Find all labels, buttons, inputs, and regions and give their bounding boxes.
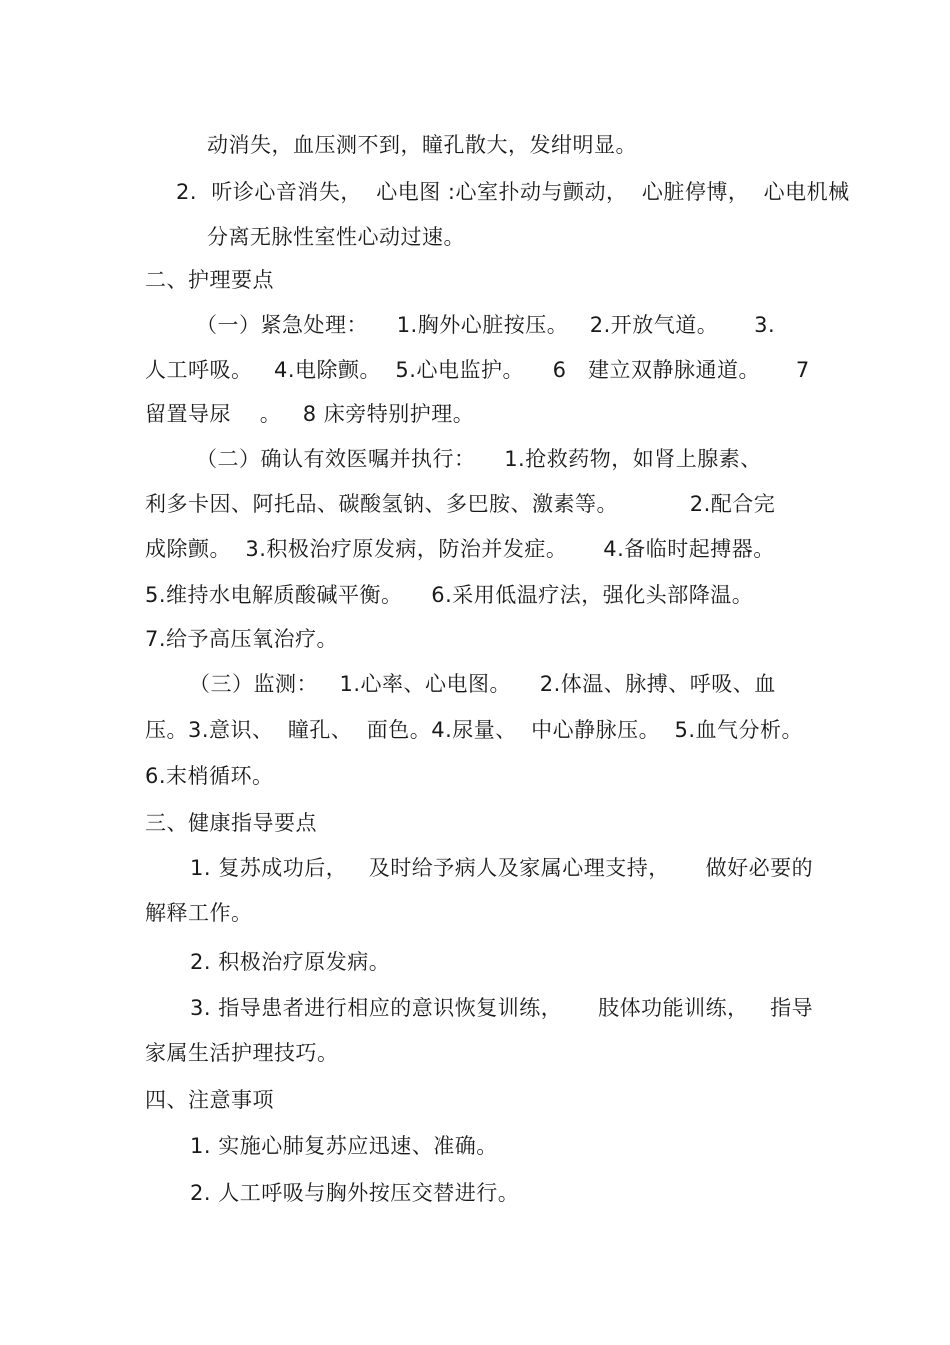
text-line: 分离无脉性室性心动过速。 xyxy=(207,225,465,249)
text-line: 3. 指导患者进行相应的意识恢复训练， 肢体功能训练， 指导 xyxy=(190,996,814,1020)
text-line: 1. 实施心肺复苏应迅速、准确。 xyxy=(190,1134,498,1158)
section-heading: 三、健康指导要点 xyxy=(145,811,317,835)
text-line: 动消失，血压测不到，瞳孔散大，发绀明显。 xyxy=(207,133,637,157)
text-line: 压。3.意识、 瞳孔、 面色。4.尿量、 中心静脉压。 5.血气分析。 xyxy=(145,718,804,742)
text-line: 1. 复苏成功后， 及时给予病人及家属心理支持， 做好必要的 xyxy=(190,856,814,880)
text-line: 留置导尿 。 8 床旁特别护理。 xyxy=(145,402,475,426)
text-line: 7.给予高压氧治疗。 xyxy=(145,627,339,651)
text-line: 2. 听诊心音消失， 心电图 :心室扑动与颤动， 心脏停博， 心电机械 xyxy=(176,180,850,204)
text-line: 人工呼吸。 4.电除颤。 5.心电监护。 6 建立双静脉通道。 7 xyxy=(145,358,810,382)
text-line: （二）确认有效医嘱并执行： 1.抢救药物，如肾上腺素、 xyxy=(196,447,762,471)
text-line: 解释工作。 xyxy=(145,901,253,925)
text-line: 成除颤。 3.积极治疗原发病，防治并发症。 4.备临时起搏器。 xyxy=(145,537,775,561)
text-line: 2. 积极治疗原发病。 xyxy=(190,950,391,974)
text-line: 2. 人工呼吸与胸外按压交替进行。 xyxy=(190,1181,520,1205)
section-heading: 二、护理要点 xyxy=(145,268,274,292)
text-line: （三）监测： 1.心率、心电图。 2.体温、脉搏、呼吸、血 xyxy=(189,672,776,696)
text-line: 利多卡因、阿托品、碳酸氢钠、多巴胺、激素等。 2.配合完 xyxy=(145,492,776,516)
text-line: 5.维持水电解质酸碱平衡。 6.采用低温疗法，强化头部降温。 xyxy=(145,583,754,607)
text-line: （一）紧急处理： 1.胸外心脏按压。 2.开放气道。 3. xyxy=(196,313,776,337)
text-line: 家属生活护理技巧。 xyxy=(145,1041,339,1065)
text-line: 6.末梢循环。 xyxy=(145,764,274,788)
section-heading: 四、注意事项 xyxy=(145,1088,274,1112)
